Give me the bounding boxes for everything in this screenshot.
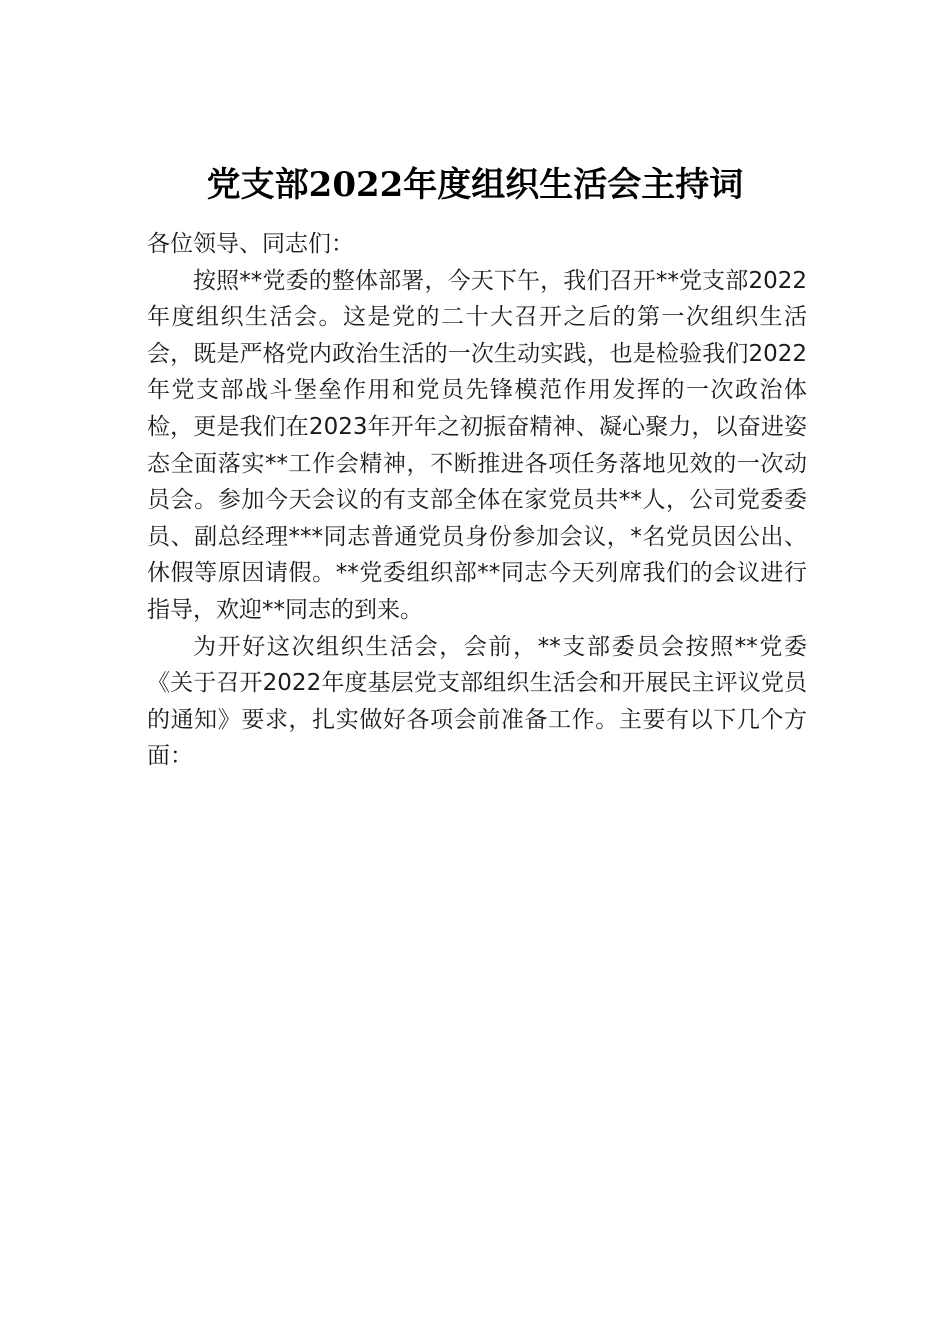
document-body <box>147 226 807 775</box>
document-title: 党支部2022年度组织生活会主持词 <box>206 165 744 205</box>
salutation: 各位领导、同志们： <box>147 231 354 257</box>
paragraph-preparation: 为开好这次组织生活会，会前，**支部委员会按照**党委《关于召开2022年度基层党支部组织生活会和开展民主评议党员的通知》要求，扎实做好各项会前准备工作。主要有以下几个方面： <box>147 633 807 770</box>
paragraph-opening: 按照**党委的整体部署，今天下午，我们召开**党支部2022年度组织生活会。这是党的二十大召开之后的第一次组织生活会，既是严格党内政治生活的一次生动实践，也是检验我们2022年党支部战斗堡垒作用和党员先锋模范作用发挥的一次政治体检，更是我们在2023年开年之初振奋精神、凝心聚力，以奋进姿态全面落实**工作会精神，不断推进各项任务落地见效的一次动员会。参加今天会议的有支部全体在家党员共**人，公司党委委员、副总经理***同志普通党员身份参加会议，*名党员因公出、休假等原因请假。**党委组织部**同志今天列席我们的会议进行指导，欢迎**同志的到来。 <box>147 267 807 623</box>
